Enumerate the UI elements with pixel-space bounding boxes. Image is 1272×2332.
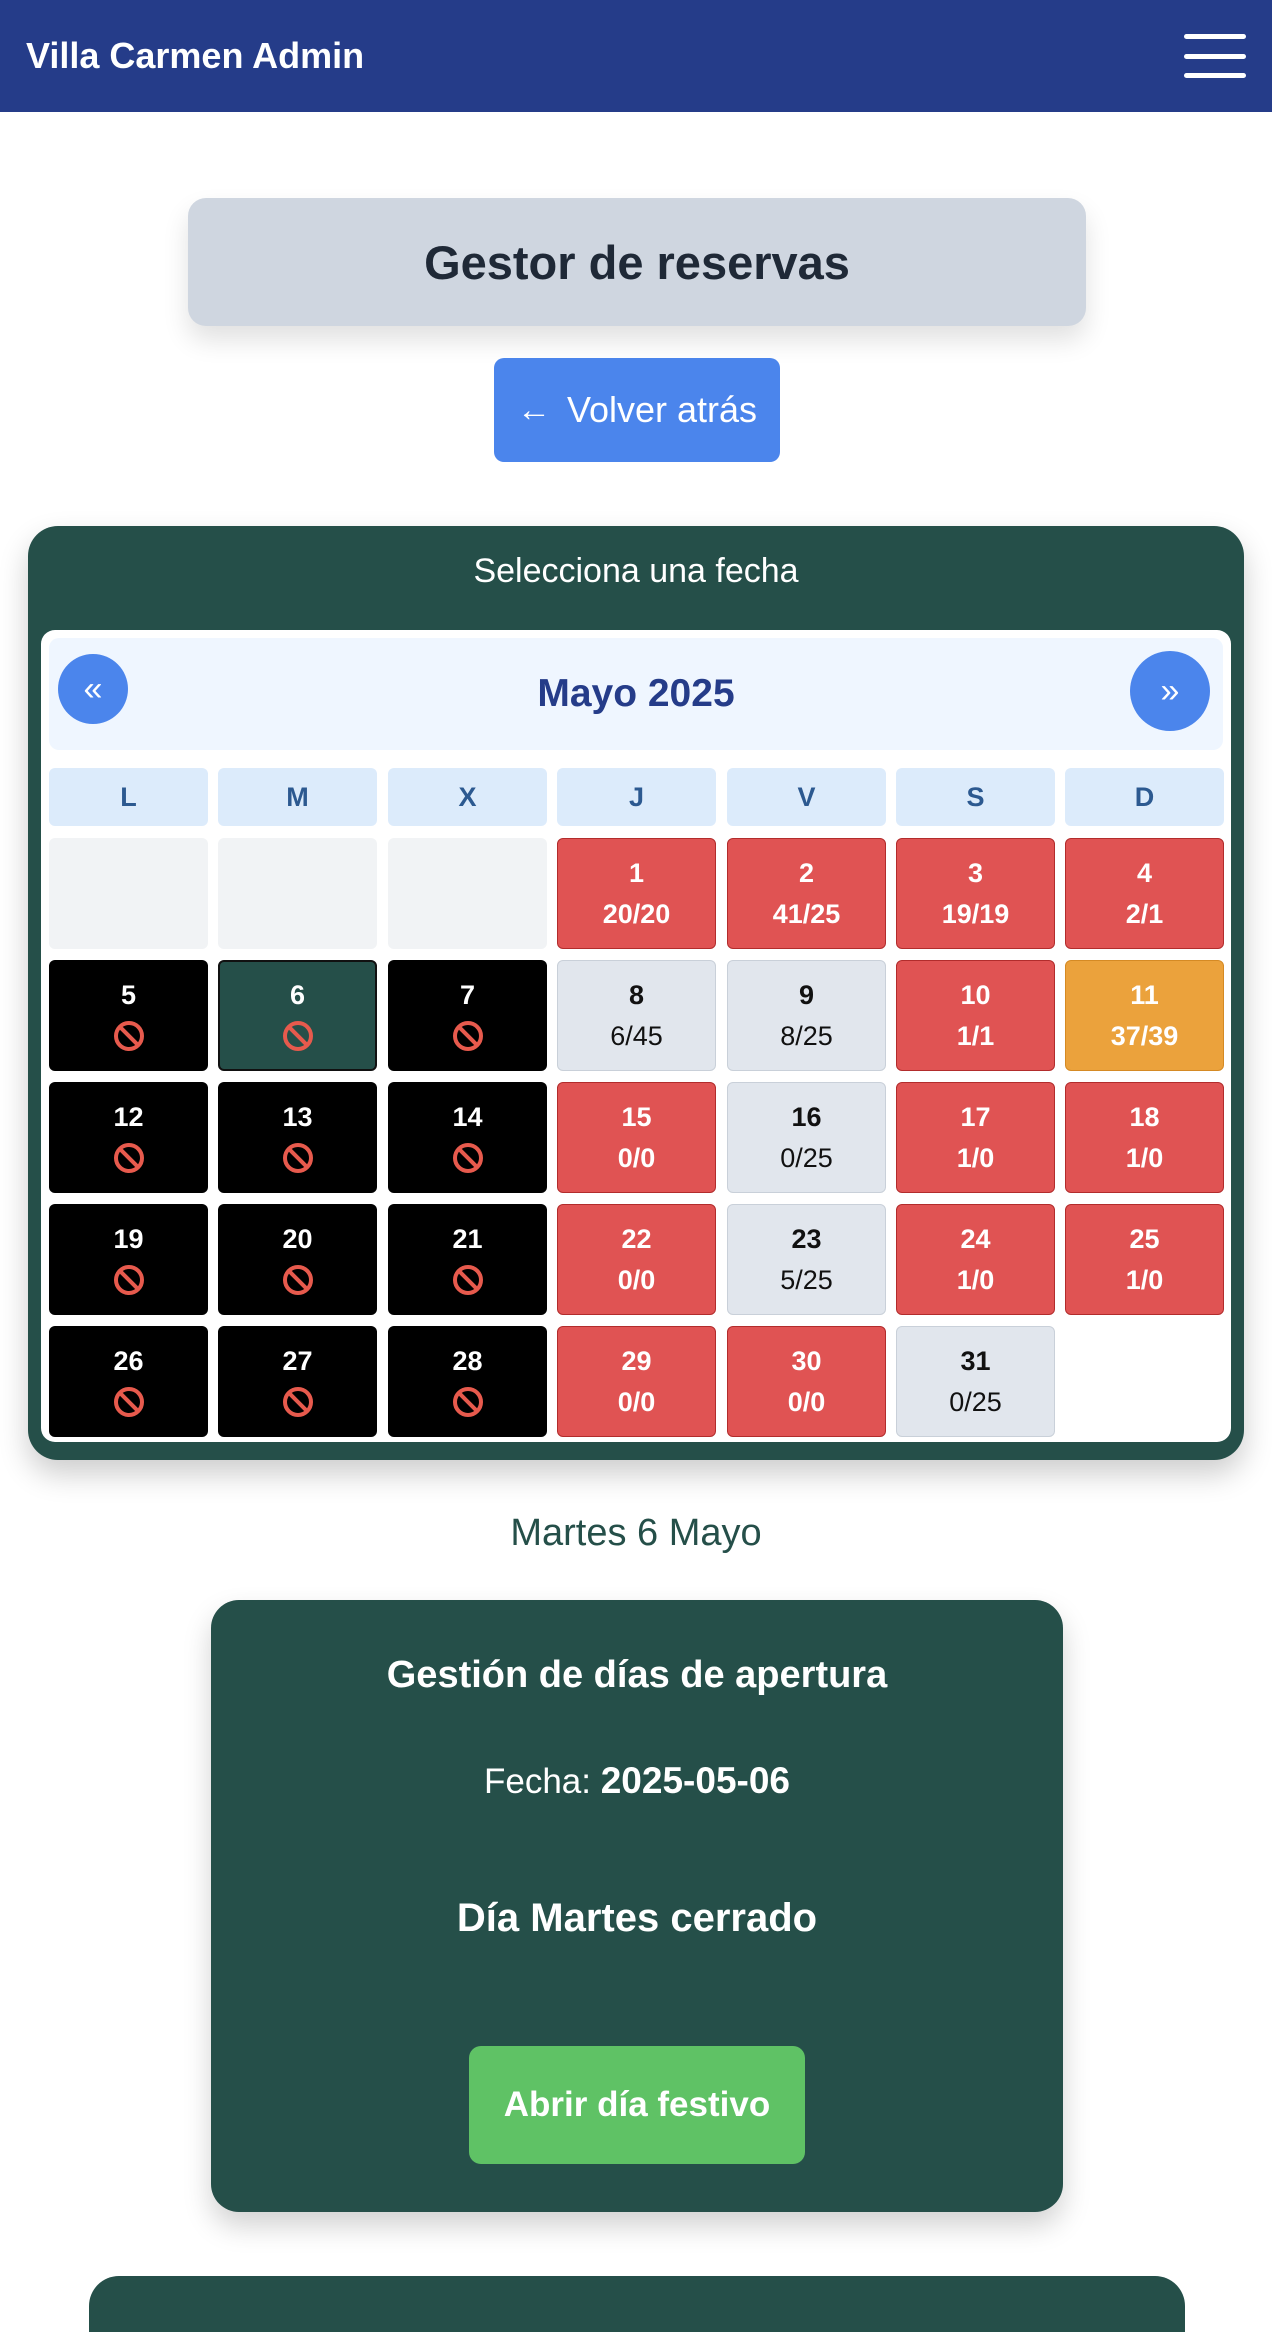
day-number: 24 — [960, 1223, 991, 1254]
menu-icon-bar — [1184, 73, 1246, 78]
day-occupancy: 41/25 — [772, 898, 841, 929]
day-occupancy: 0/0 — [617, 1386, 656, 1417]
day-cell[interactable] — [1065, 838, 1224, 949]
day-number: 14 — [452, 1102, 483, 1132]
empty-day-cell — [218, 838, 377, 949]
closed-icon — [283, 1143, 313, 1173]
closed-icon — [283, 1387, 313, 1417]
month-label: Mayo 2025 — [537, 672, 735, 715]
day-number: 31 — [960, 1345, 991, 1376]
day-cell[interactable] — [896, 1204, 1055, 1315]
day-number: 27 — [282, 1346, 313, 1376]
day-number: 15 — [621, 1101, 652, 1132]
closed-day-cell[interactable] — [218, 1204, 377, 1315]
closed-icon — [283, 1021, 313, 1051]
day-occupancy: 2/1 — [1125, 898, 1164, 929]
card-date — [211, 1760, 1063, 1802]
weekday-header: X — [388, 768, 547, 826]
day-occupancy: 1/1 — [956, 1020, 995, 1051]
day-number: 9 — [798, 979, 815, 1010]
day-occupancy: 0/0 — [617, 1142, 656, 1173]
day-number: 6 — [289, 980, 306, 1010]
day-cell[interactable] — [896, 838, 1055, 949]
closed-icon — [114, 1021, 144, 1051]
day-number: 2 — [798, 857, 815, 888]
empty-day-cell — [388, 838, 547, 949]
day-occupancy: 0/25 — [780, 1142, 833, 1173]
closed-day-cell[interactable] — [388, 1326, 547, 1437]
open-holiday-button[interactable]: Abrir día festivo — [469, 2046, 805, 2164]
day-number: 29 — [621, 1345, 652, 1376]
day-number: 7 — [459, 980, 476, 1010]
back-button[interactable] — [494, 358, 780, 462]
day-occupancy: 0/0 — [617, 1264, 656, 1295]
closed-day-cell[interactable] — [388, 960, 547, 1071]
day-number: 1 — [628, 857, 645, 888]
next-section-card — [89, 2276, 1185, 2332]
day-number: 19 — [113, 1224, 144, 1254]
day-cell[interactable] — [557, 1326, 716, 1437]
day-occupancy: 1/0 — [956, 1264, 995, 1295]
day-number: 26 — [113, 1346, 144, 1376]
closed-day-cell[interactable] — [218, 1082, 377, 1193]
weekday-header: J — [557, 768, 716, 826]
day-cell[interactable] — [1065, 1204, 1224, 1315]
day-occupancy: 20/20 — [602, 898, 671, 929]
day-cell[interactable] — [727, 1082, 886, 1193]
next-month-button[interactable]: » — [1130, 651, 1210, 731]
weekday-header: M — [218, 768, 377, 826]
day-occupancy: 8/25 — [780, 1020, 833, 1051]
day-number: 22 — [621, 1223, 652, 1254]
page-title-box — [188, 198, 1086, 326]
day-cell[interactable] — [727, 838, 886, 949]
closed-icon — [453, 1143, 483, 1173]
day-cell[interactable] — [1065, 1082, 1224, 1193]
day-cell[interactable] — [727, 1204, 886, 1315]
day-status: Día Martes cerrado — [456, 1896, 818, 1940]
day-occupancy: 0/25 — [949, 1386, 1002, 1417]
selected-day-cell[interactable] — [218, 960, 377, 1071]
day-number: 5 — [120, 980, 137, 1010]
previous-month-button[interactable]: « — [58, 654, 128, 724]
day-occupancy: 1/0 — [956, 1142, 995, 1173]
opening-days-card — [211, 1600, 1063, 2212]
calendar — [41, 630, 1231, 1442]
day-number: 21 — [452, 1224, 483, 1254]
day-number: 25 — [1129, 1223, 1160, 1254]
page-title: Gestor de reservas — [424, 235, 850, 289]
weekday-header: D — [1065, 768, 1224, 826]
day-cell[interactable] — [557, 960, 716, 1071]
day-cell[interactable] — [557, 838, 716, 949]
date-value: 2025-05-06 — [600, 1760, 790, 1801]
closed-day-cell[interactable] — [49, 1326, 208, 1437]
closed-icon — [453, 1387, 483, 1417]
day-cell[interactable] — [727, 960, 886, 1071]
menu-icon[interactable] — [1184, 34, 1246, 78]
day-number: 13 — [282, 1102, 313, 1132]
day-occupancy: 5/25 — [780, 1264, 833, 1295]
day-occupancy: 6/45 — [610, 1020, 663, 1051]
day-number: 10 — [960, 979, 991, 1010]
day-cell[interactable] — [896, 960, 1055, 1071]
day-number: 23 — [791, 1223, 822, 1254]
menu-icon-bar — [1184, 34, 1246, 39]
closed-day-cell[interactable] — [49, 960, 208, 1071]
closed-icon — [453, 1021, 483, 1051]
day-occupancy: 0/0 — [787, 1386, 826, 1417]
day-number: 12 — [113, 1102, 144, 1132]
empty-day-cell — [49, 838, 208, 949]
closed-icon — [114, 1265, 144, 1295]
date-prefix: Fecha: — [484, 1762, 591, 1801]
weekday-header: S — [896, 768, 1055, 826]
day-occupancy: 37/39 — [1110, 1020, 1179, 1051]
day-number: 30 — [791, 1345, 822, 1376]
closed-day-cell[interactable] — [49, 1082, 208, 1193]
weekday-header: L — [49, 768, 208, 826]
closed-day-cell[interactable] — [388, 1204, 547, 1315]
calendar-header — [49, 638, 1223, 750]
day-number: 4 — [1136, 857, 1153, 888]
back-button-label: Volver atrás — [566, 389, 758, 430]
closed-day-cell[interactable] — [388, 1082, 547, 1193]
calendar-panel — [28, 526, 1244, 1460]
arrow-left-icon: ← — [516, 390, 551, 429]
top-navbar — [0, 0, 1272, 112]
day-number: 16 — [791, 1101, 822, 1132]
day-number: 20 — [282, 1224, 313, 1254]
day-cell[interactable] — [896, 1326, 1055, 1437]
day-number: 28 — [452, 1346, 483, 1376]
day-occupancy: 1/0 — [1125, 1264, 1164, 1295]
brand-title[interactable]: Villa Carmen Admin — [26, 35, 365, 76]
weekday-header: V — [727, 768, 886, 826]
day-cell[interactable] — [896, 1082, 1055, 1193]
closed-icon — [283, 1265, 313, 1295]
day-cell[interactable] — [557, 1082, 716, 1193]
day-number: 18 — [1129, 1101, 1160, 1132]
day-number: 3 — [967, 857, 984, 888]
day-number: 11 — [1130, 979, 1159, 1010]
day-cell[interactable] — [557, 1204, 716, 1315]
day-number: 8 — [628, 979, 645, 1010]
closed-icon — [114, 1387, 144, 1417]
day-number: 17 — [960, 1101, 991, 1132]
closed-icon — [114, 1143, 144, 1173]
day-cell[interactable] — [1065, 960, 1224, 1071]
calendar-caption: Selecciona una fecha — [473, 552, 799, 590]
day-occupancy: 1/0 — [1125, 1142, 1164, 1173]
card-title: Gestión de días de apertura — [386, 1654, 888, 1696]
closed-icon — [453, 1265, 483, 1295]
day-cell[interactable] — [727, 1326, 886, 1437]
day-occupancy: 19/19 — [941, 898, 1010, 929]
closed-day-cell[interactable] — [218, 1326, 377, 1437]
selected-date-label: Martes 6 Mayo — [510, 1512, 762, 1554]
closed-day-cell[interactable] — [49, 1204, 208, 1315]
menu-icon-bar — [1184, 54, 1246, 59]
